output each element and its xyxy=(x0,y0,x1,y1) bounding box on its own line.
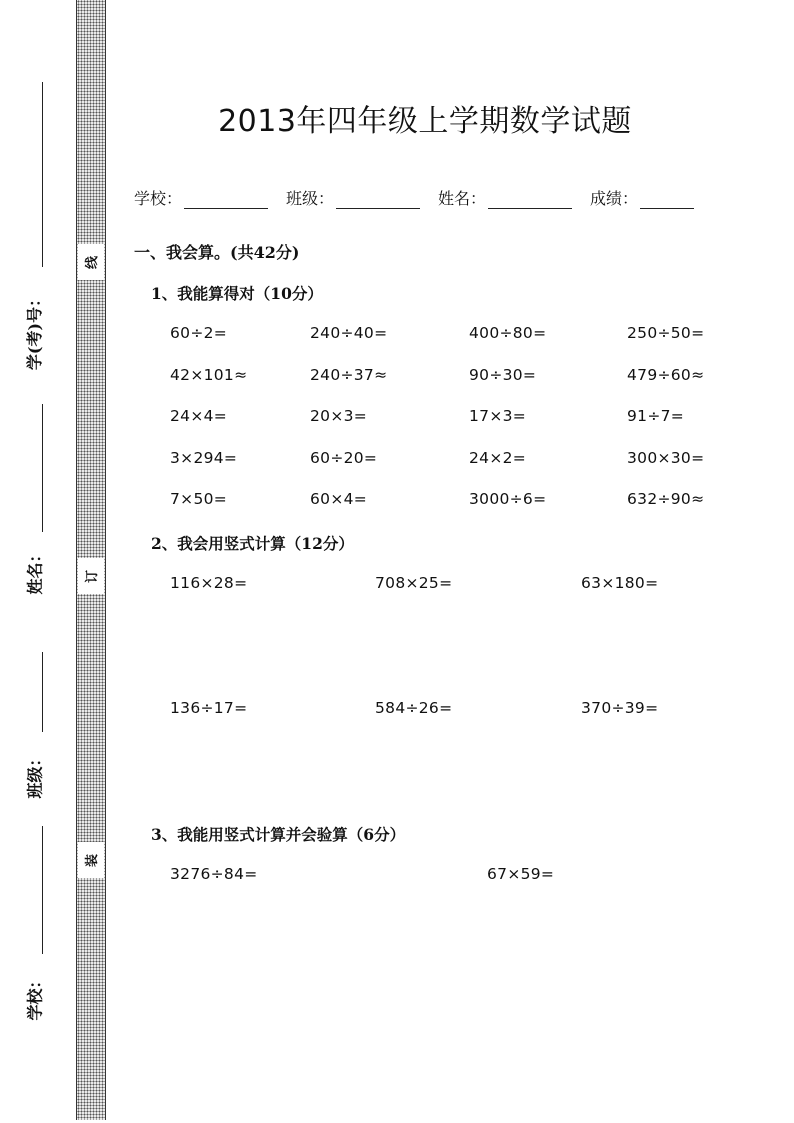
binding-label-order: 订 xyxy=(78,558,104,594)
student-info-row xyxy=(134,186,694,209)
page-title: 2013年四年级上学期数学试题 xyxy=(218,104,632,139)
name-field-blank[interactable] xyxy=(488,190,572,209)
problem: 24×4= xyxy=(170,407,228,425)
school-field-blank[interactable] xyxy=(184,190,268,209)
problem: 370÷39= xyxy=(581,699,659,717)
problem: 300×30= xyxy=(627,449,705,467)
problem: 60÷20= xyxy=(310,449,378,467)
problem: 24×2= xyxy=(469,449,527,467)
problem: 240÷37≈ xyxy=(310,366,388,384)
problem: 116×28= xyxy=(170,574,248,592)
class-label: 班级： xyxy=(25,749,45,799)
part-1-heading: 1、我能算得对（10分） xyxy=(151,284,323,303)
problem: 250÷50= xyxy=(627,324,705,342)
name-line xyxy=(42,404,43,532)
problem: 708×25= xyxy=(375,574,453,592)
part-3-heading: 3、我能用竖式计算并会验算（6分） xyxy=(151,825,406,844)
name-label: 姓名： xyxy=(25,545,45,595)
score-field-label: 成绩： xyxy=(590,189,639,208)
score-field-blank[interactable] xyxy=(640,190,694,209)
section-1-heading: 一、我会算。(共42分) xyxy=(134,243,300,262)
problem: 3×294= xyxy=(170,449,238,467)
binding-label-line: 线 xyxy=(78,244,104,280)
school-label: 学校： xyxy=(25,971,45,1021)
problem: 136÷17= xyxy=(170,699,248,717)
problem: 42×101≈ xyxy=(170,366,248,384)
problem: 632÷90≈ xyxy=(627,490,705,508)
class-field-label: 班级： xyxy=(286,189,335,208)
problem: 479÷60≈ xyxy=(627,366,705,384)
problem: 17×3= xyxy=(469,407,527,425)
problem: 400÷80= xyxy=(469,324,547,342)
problem: 90÷30= xyxy=(469,366,537,384)
problem: 7×50= xyxy=(170,490,228,508)
problem: 3276÷84= xyxy=(170,865,258,883)
name-field-label: 姓名： xyxy=(438,189,487,208)
school-field[interactable] xyxy=(134,186,268,209)
problem: 20×3= xyxy=(310,407,368,425)
part-2-heading: 2、我会用竖式计算（12分） xyxy=(151,534,354,553)
problem: 67×59= xyxy=(487,865,555,883)
problem: 60÷2= xyxy=(170,324,228,342)
name-field[interactable] xyxy=(438,186,572,209)
binding-label-bind: 装 xyxy=(78,842,104,878)
school-line xyxy=(42,826,43,954)
problem: 240÷40= xyxy=(310,324,388,342)
exam-number-label: 学(考)号： xyxy=(25,290,45,370)
problem: 60×4= xyxy=(310,490,368,508)
class-field[interactable] xyxy=(286,186,420,209)
exam-number-line xyxy=(42,82,43,267)
problem: 63×180= xyxy=(581,574,659,592)
class-line xyxy=(42,652,43,732)
school-field-label: 学校： xyxy=(134,189,183,208)
class-field-blank[interactable] xyxy=(336,190,420,209)
problem: 584÷26= xyxy=(375,699,453,717)
problem: 3000÷6= xyxy=(469,490,547,508)
score-field[interactable] xyxy=(590,186,694,209)
problem: 91÷7= xyxy=(627,407,685,425)
